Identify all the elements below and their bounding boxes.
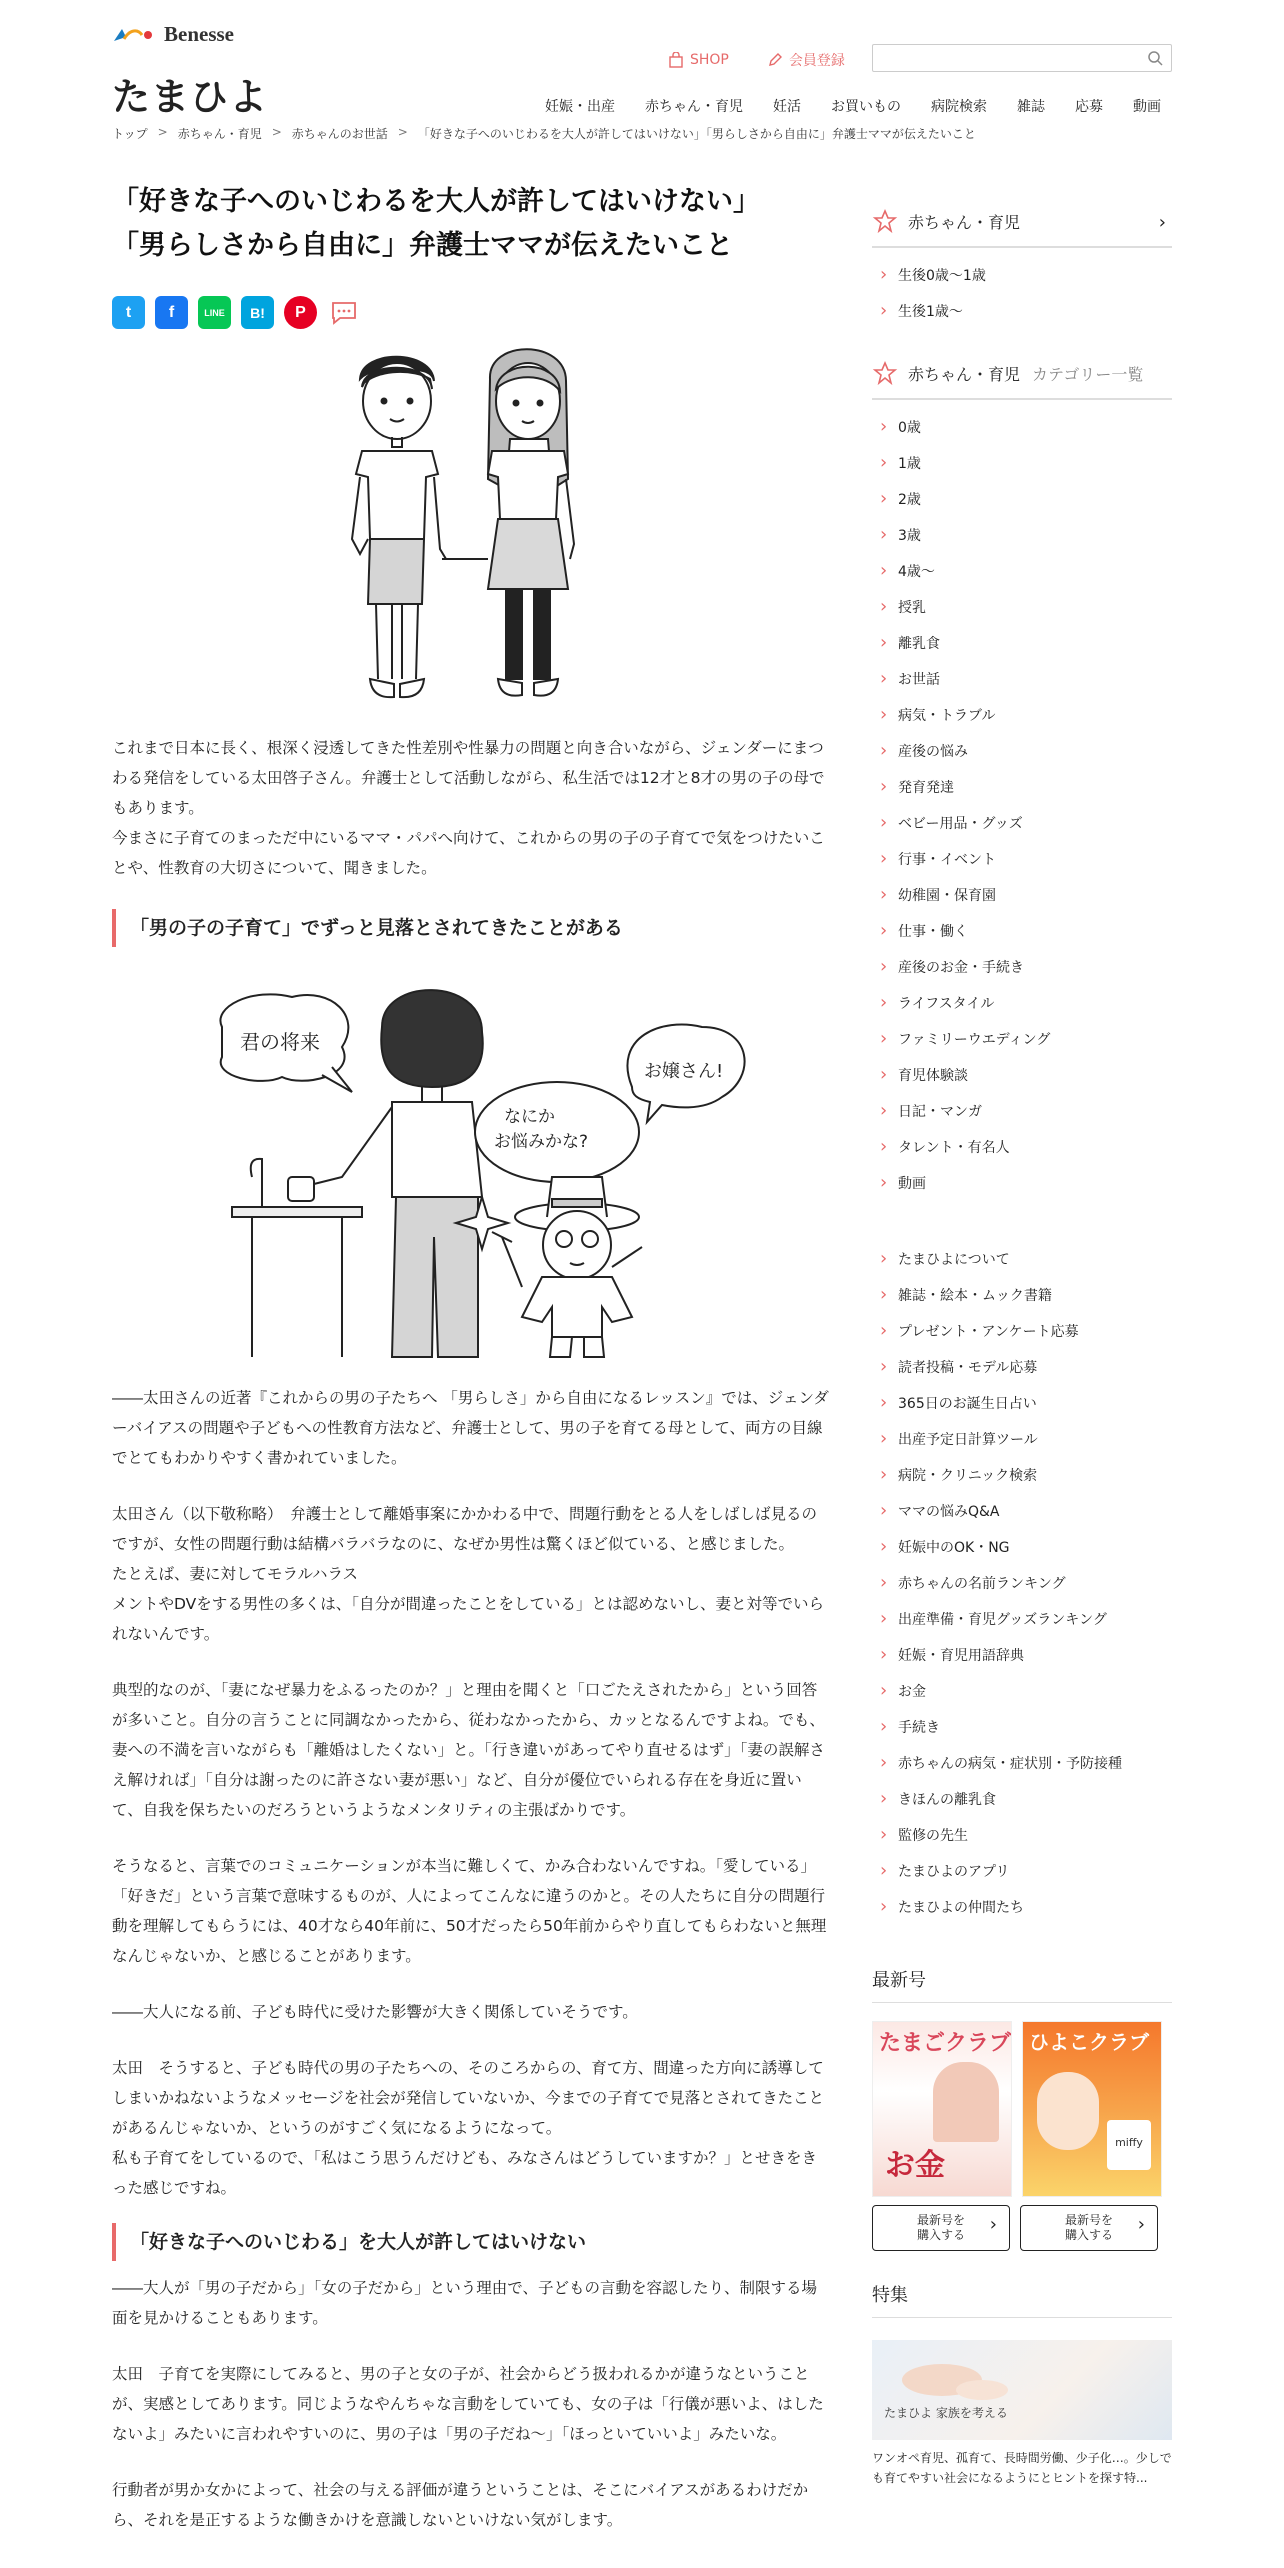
feature-hands-image bbox=[872, 2340, 1172, 2440]
sidebar-item-category-4[interactable]: › 4歳～ bbox=[872, 554, 1172, 590]
sidebar-link-11[interactable]: › 妊娠・育児用語辞典 bbox=[872, 1638, 1172, 1674]
sidebar-link-13[interactable]: › 手続き bbox=[872, 1710, 1172, 1746]
pinterest-share-button[interactable] bbox=[284, 296, 317, 329]
buy-button-label: 最新号を 購入する bbox=[916, 2213, 965, 2242]
shop-link[interactable] bbox=[668, 50, 729, 70]
sidebar-category-list bbox=[872, 410, 1172, 1202]
sidebar-item-category-10[interactable]: › 発育発達 bbox=[872, 770, 1172, 806]
comment-button[interactable] bbox=[327, 296, 360, 329]
nav-item-hospital[interactable]: 病院検索 bbox=[931, 99, 987, 115]
feature-label: 特集 bbox=[872, 2285, 908, 2306]
spacer bbox=[112, 2449, 832, 2475]
sidebar-item-category-19[interactable]: › 日記・マンガ bbox=[872, 1094, 1172, 1130]
sidebar-item-category-15[interactable]: › 産後のお金・手続き bbox=[872, 950, 1172, 986]
breadcrumb-current: 「好きな子へのいじわるを大人が許してはいけない」「男らしさから自由に」弁護士ママが伝えたいこと bbox=[417, 127, 976, 141]
pinterest-icon: P bbox=[295, 303, 306, 321]
buy-latest-tamago-button[interactable] bbox=[872, 2205, 1010, 2251]
nav-item-pregnancy[interactable]: 妊娠・出産 bbox=[545, 99, 615, 115]
hatena-icon: B! bbox=[250, 304, 265, 321]
magazine-title-hiyoko: ひよこクラブ bbox=[1029, 2030, 1149, 2054]
body-paragraph-1: ――太田さんの近著『これからの男の子たちへ 「男らしさ」から自由になるレッスン』では、ジェンダーバイアスの問題や子どもへの性教育方法など、弁護士として、男の子を育てる母として、両方の目線でとてもわかりやすく書かれていました。 bbox=[112, 1389, 829, 1467]
sidebar-link-17[interactable]: › たまひよのアプリ bbox=[872, 1854, 1172, 1890]
sidebar-item-category-7[interactable]: › お世話 bbox=[872, 662, 1172, 698]
body-paragraph-2c: メントやDVをする男性の多くは、「自分が間違ったことをしている」とは認めないし、妻と対等でいられないんです。 bbox=[112, 1595, 825, 1643]
register-link[interactable] bbox=[767, 50, 845, 70]
sidebar-link-0[interactable]: › たまひよについて bbox=[872, 1242, 1172, 1278]
title-line-1: 「好きな子へのいじわるを大人が許してはいけない」 bbox=[112, 186, 760, 217]
buy-button-label: 最新号を 購入する bbox=[1064, 2213, 1113, 2242]
spacer bbox=[112, 709, 832, 733]
intro-paragraph-2: 今まさに子育てのまっただ中にいるママ・パパへ向けて、これからの男の子の子育てで気をつけたいことや、性教育の大切さについて、聞きました。 bbox=[112, 829, 825, 877]
magazine-cover-hiyoko[interactable] bbox=[1022, 2021, 1162, 2197]
global-nav bbox=[530, 96, 1161, 116]
spacer bbox=[112, 1367, 832, 1383]
sidebar-item-category-2[interactable]: › 2歳 bbox=[872, 482, 1172, 518]
pencil-icon bbox=[767, 52, 783, 68]
body-paragraph-2b: たとえば、妻に対してモラルハラス bbox=[112, 1565, 358, 1583]
facebook-icon: f bbox=[168, 303, 175, 321]
sidebar-link-16[interactable]: › 監修の先生 bbox=[872, 1818, 1172, 1854]
nav-item-ninkatsu[interactable]: 妊活 bbox=[773, 99, 801, 115]
buy-buttons bbox=[872, 2205, 1172, 2251]
magazine-cover-tamago[interactable] bbox=[872, 2021, 1012, 2197]
section-heading-2: 「好きな子へのいじわる」を大人が許してはいけない bbox=[112, 2223, 832, 2261]
sidebar-item-age-0[interactable]: › 生後0歳～1歳 bbox=[872, 258, 1172, 294]
breadcrumb-separator: > bbox=[271, 125, 282, 139]
sidebar-item-category-1[interactable]: › 1歳 bbox=[872, 446, 1172, 482]
flower-icon bbox=[872, 208, 898, 234]
spacer bbox=[112, 1825, 832, 1851]
sidebar-link-2[interactable]: › プレゼント・アンケート応募 bbox=[872, 1314, 1172, 1350]
sidebar-link-18[interactable]: › たまひよの仲間たち bbox=[872, 1890, 1172, 1926]
sidebar-item-category-16[interactable]: › ライフスタイル bbox=[872, 986, 1172, 1022]
twitter-share-button[interactable] bbox=[112, 296, 145, 329]
sidebar-link-5[interactable]: › 出産予定日計算ツール bbox=[872, 1422, 1172, 1458]
sidebar-category-title: 赤ちゃん・育児 bbox=[908, 212, 1021, 232]
magazine-badge-miffy: miffy bbox=[1107, 2120, 1151, 2170]
feature-caption: たまひよ 家族を考える bbox=[884, 2406, 1008, 2420]
nav-item-apply[interactable]: 応募 bbox=[1075, 99, 1103, 115]
body-paragraph-3: 典型的なのが、「妻になぜ暴力をふるったのか？」と理由を聞くと「口ごたえされたから」という回答が多いこと。自分の言うことに同調なかったから、従わなかったから、カッとなるんですよね。でも、妻への不満を言いながらも「離婚はしたくない」と。「行き違いがあってやり直せるはず」「妻の誤解さえ解ければ」「自分は謝ったのに許さない妻が悪い」など、自分が優位でいられる存在を身近に置いて、自我を保ちたいのだろうというようなメンタリティの主張ばかりです。 bbox=[112, 1681, 825, 1819]
article bbox=[112, 180, 832, 2535]
spacer bbox=[112, 2333, 832, 2359]
sidebar bbox=[872, 208, 1172, 2488]
sidebar-link-12[interactable]: › お金 bbox=[872, 1674, 1172, 1710]
breadcrumb bbox=[112, 125, 976, 142]
sidebar-category-list-subtitle: カテゴリー一覧 bbox=[1032, 364, 1144, 384]
body-paragraph-6b: 私も子育てをしているので、「私はこう思うんだけども、みなさんはどうしていますか？」とせきをきった感じですね。 bbox=[112, 2149, 817, 2197]
sidebar-link-7[interactable]: › ママの悩みQ&A bbox=[872, 1494, 1172, 1530]
title-line-2: 「男らしさから自由に」弁護士ママが伝えたいこと bbox=[112, 230, 733, 261]
divider bbox=[872, 2002, 1172, 2003]
body-paragraph-7: ――大人が「男の子だから」「女の子だから」という理由で、子どもの言動を容認したり、制限する場面を見かけることもあります。 bbox=[112, 2279, 817, 2327]
magazine-title-tamago: たまごクラブ bbox=[879, 2031, 1012, 2056]
sidebar-item-category-12[interactable]: › 行事・イベント bbox=[872, 842, 1172, 878]
body-paragraph-9: 行動者が男か女かによって、社会の与える評価が違うということは、そこにバイアスがあるわけだから、それを是正するような働きかけを意識しないといけない気がします。 bbox=[112, 2481, 809, 2529]
facebook-share-button[interactable] bbox=[155, 296, 188, 329]
sidebar-item-category-8[interactable]: › 病気・トラブル bbox=[872, 698, 1172, 734]
comment-icon bbox=[330, 300, 358, 326]
latest-issue-label: 最新号 bbox=[872, 1970, 926, 1991]
divider bbox=[872, 2317, 1172, 2318]
shop-label: SHOP bbox=[690, 52, 729, 68]
bubble-text-worry: なにか bbox=[504, 1107, 555, 1127]
spacer bbox=[112, 2027, 832, 2053]
sidebar-item-age-1[interactable]: › 生後1歳～ bbox=[872, 294, 1172, 330]
body-paragraph-4: そうなると、言葉でのコミュニケーションが本当に難しくて、かみ合わないんですね。「愛している」「好きだ」という言葉で意味するものが、人によってこんなに違うのかと。その人たちに自分の問題行動を理解してもらうには、40才なら40年前に、50才だったら50年前からやり直してもらわないと無理なんじゃないか、と感じることがあります。 bbox=[112, 1857, 827, 1965]
sidebar-item-category-11[interactable]: › ベビー用品・グッズ bbox=[872, 806, 1172, 842]
spacer bbox=[112, 883, 832, 897]
cover-photo bbox=[1037, 2072, 1099, 2150]
sidebar-item-category-9[interactable]: › 産後の悩み bbox=[872, 734, 1172, 770]
line-icon: LINE bbox=[204, 307, 225, 318]
magazine-headline-money: お金 bbox=[885, 2148, 945, 2183]
sidebar-age-list bbox=[872, 258, 1172, 330]
bubble-text-lady: お嬢さん! bbox=[644, 1061, 724, 1082]
sidebar-link-8[interactable]: › 妊娠中のOK・NG bbox=[872, 1530, 1172, 1566]
nav-item-shopping[interactable]: お買いもの bbox=[831, 99, 901, 115]
sidebar-links bbox=[872, 1242, 1172, 1926]
latest-issue-covers bbox=[872, 2021, 1172, 2197]
sidebar-link-1[interactable]: › 雑誌・絵本・ムック書籍 bbox=[872, 1278, 1172, 1314]
site-header bbox=[0, 0, 1284, 120]
spacer bbox=[112, 1649, 832, 1675]
sidebar-item-category-17[interactable]: › ファミリーウエディング bbox=[872, 1022, 1172, 1058]
buy-latest-hiyoko-button[interactable] bbox=[1020, 2205, 1158, 2251]
breadcrumb-baby[interactable]: 赤ちゃん・育児 bbox=[177, 127, 262, 141]
sidebar-item-category-20[interactable]: › タレント・有名人 bbox=[872, 1130, 1172, 1166]
nav-item-video[interactable]: 動画 bbox=[1133, 99, 1161, 115]
sidebar-link-4[interactable]: › 365日のお誕生日占い bbox=[872, 1386, 1172, 1422]
body-paragraph-6a: 太田 そうすると、子ども時代の男の子たちへの、そのころからの、育て方、間違った方向に誘導してしまいかねないようなメッセージを社会が発信していないか、今までの子育てで見落とされてきたことがあるんじゃないか、というのがすごく気になるようになって。 bbox=[112, 2059, 825, 2137]
share-buttons bbox=[112, 296, 832, 329]
sidebar-link-3[interactable]: › 読者投稿・モデル応募 bbox=[872, 1350, 1172, 1386]
breadcrumb-care[interactable]: 赤ちゃんのお世話 bbox=[291, 127, 388, 141]
body-paragraph-5: ――大人になる前、子ども時代に受けた影響が大きく関係していそうです。 bbox=[112, 2003, 638, 2021]
breadcrumb-separator: > bbox=[397, 125, 408, 139]
article-illustration-kids bbox=[322, 339, 622, 709]
bubble-text-future: 君の将来 bbox=[240, 1030, 320, 1054]
chevron-right-icon: › bbox=[1158, 212, 1166, 233]
bubble-text-worry-2: お悩みかな? bbox=[494, 1132, 589, 1152]
sidebar-item-category-14[interactable]: › 仕事・働く bbox=[872, 914, 1172, 950]
feature-banner[interactable] bbox=[872, 2340, 1172, 2440]
flower-icon bbox=[872, 360, 898, 386]
cover-photo bbox=[933, 2062, 999, 2142]
sidebar-link-10[interactable]: › 出産準備・育児グッズランキング bbox=[872, 1602, 1172, 1638]
breadcrumb-separator: > bbox=[157, 125, 168, 139]
sidebar-item-category-13[interactable]: › 幼稚園・保育園 bbox=[872, 878, 1172, 914]
sidebar-link-6[interactable]: › 病院・クリニック検索 bbox=[872, 1458, 1172, 1494]
sidebar-item-category-18[interactable]: › 育児体験談 bbox=[872, 1058, 1172, 1094]
spacer bbox=[112, 1473, 832, 1499]
body-paragraph-2a: 太田さん（以下敬称略） 弁護士として離婚事案にかかわる中で、問題行動をとる人をしばしば見るのですが、女性の問題行動は結構バラバラなのに、なぜか男性は驚くほど似ている、と感じました。 bbox=[112, 1505, 817, 1553]
benesse-logo[interactable] bbox=[112, 22, 234, 47]
breadcrumb-home[interactable]: トップ bbox=[112, 127, 148, 141]
search-icon[interactable] bbox=[1147, 50, 1163, 66]
register-label: 会員登録 bbox=[788, 53, 845, 69]
sidebar-category-list-title: 赤ちゃん・育児 bbox=[908, 364, 1021, 384]
shopping-bag-icon bbox=[668, 52, 684, 68]
sidebar-link-15[interactable]: › きほんの離乳食 bbox=[872, 1782, 1172, 1818]
line-share-button[interactable] bbox=[198, 296, 231, 329]
intro-paragraph-1: これまで日本に長く、根深く浸透してきた性差別や性暴力の問題と向き合いながら、ジェンダーにまつわる発信をしている太田啓子さん。弁護士として活動しながら、私生活では12才と8才の男の子の母でもあります。 bbox=[112, 739, 825, 817]
sidebar-link-9[interactable]: › 赤ちゃんの名前ランキング bbox=[872, 1566, 1172, 1602]
sidebar-item-category-3[interactable]: › 3歳 bbox=[872, 518, 1172, 554]
sidebar-item-category-0[interactable]: › 0歳 bbox=[872, 410, 1172, 446]
sidebar-category-header[interactable] bbox=[872, 208, 1172, 248]
sidebar-category-list-header bbox=[872, 360, 1172, 400]
article-illustration-mom-and-hero bbox=[192, 977, 752, 1367]
sidebar-link-14[interactable]: › 赤ちゃんの病気・症状別・予防接種 bbox=[872, 1746, 1172, 1782]
feature-description[interactable]: ワンオペ育児、孤育て、長時間労働、少子化…。少しでも育てやすい社会になるようにとヒントを探す特... bbox=[872, 2451, 1172, 2485]
nav-item-baby[interactable]: 赤ちゃん・育児 bbox=[645, 99, 743, 115]
twitter-icon: t bbox=[125, 303, 132, 321]
spacer bbox=[112, 1971, 832, 1997]
benesse-wordmark: Benesse bbox=[164, 22, 234, 46]
tamahiyo-logo[interactable]: たまひよ bbox=[112, 75, 269, 119]
nav-item-magazine[interactable]: 雑誌 bbox=[1017, 99, 1045, 115]
section-heading-1: 「男の子の子育て」でずっと見落とされてきたことがある bbox=[112, 909, 832, 947]
article-title bbox=[112, 180, 832, 268]
hatena-share-button[interactable] bbox=[241, 296, 274, 329]
utility-links bbox=[668, 50, 845, 70]
search-input[interactable] bbox=[873, 45, 1133, 71]
sidebar-item-category-6[interactable]: › 離乳食 bbox=[872, 626, 1172, 662]
benesse-mark-icon bbox=[112, 25, 158, 45]
sidebar-item-category-5[interactable]: › 授乳 bbox=[872, 590, 1172, 626]
sidebar-item-category-21[interactable]: › 動画 bbox=[872, 1166, 1172, 1202]
search-box bbox=[872, 44, 1172, 72]
body-paragraph-8: 太田 子育てを実際にしてみると、男の子と女の子が、社会からどう扱われるかが違うなということが、実感としてあります。同じようなやんちゃな言動をしていても、女の子は「行儀が悪いよ、はしたないよ」みたいに言われやすいのに、男の子は「男の子だね～」「ほっといていいよ」みたいな。 bbox=[112, 2365, 824, 2443]
